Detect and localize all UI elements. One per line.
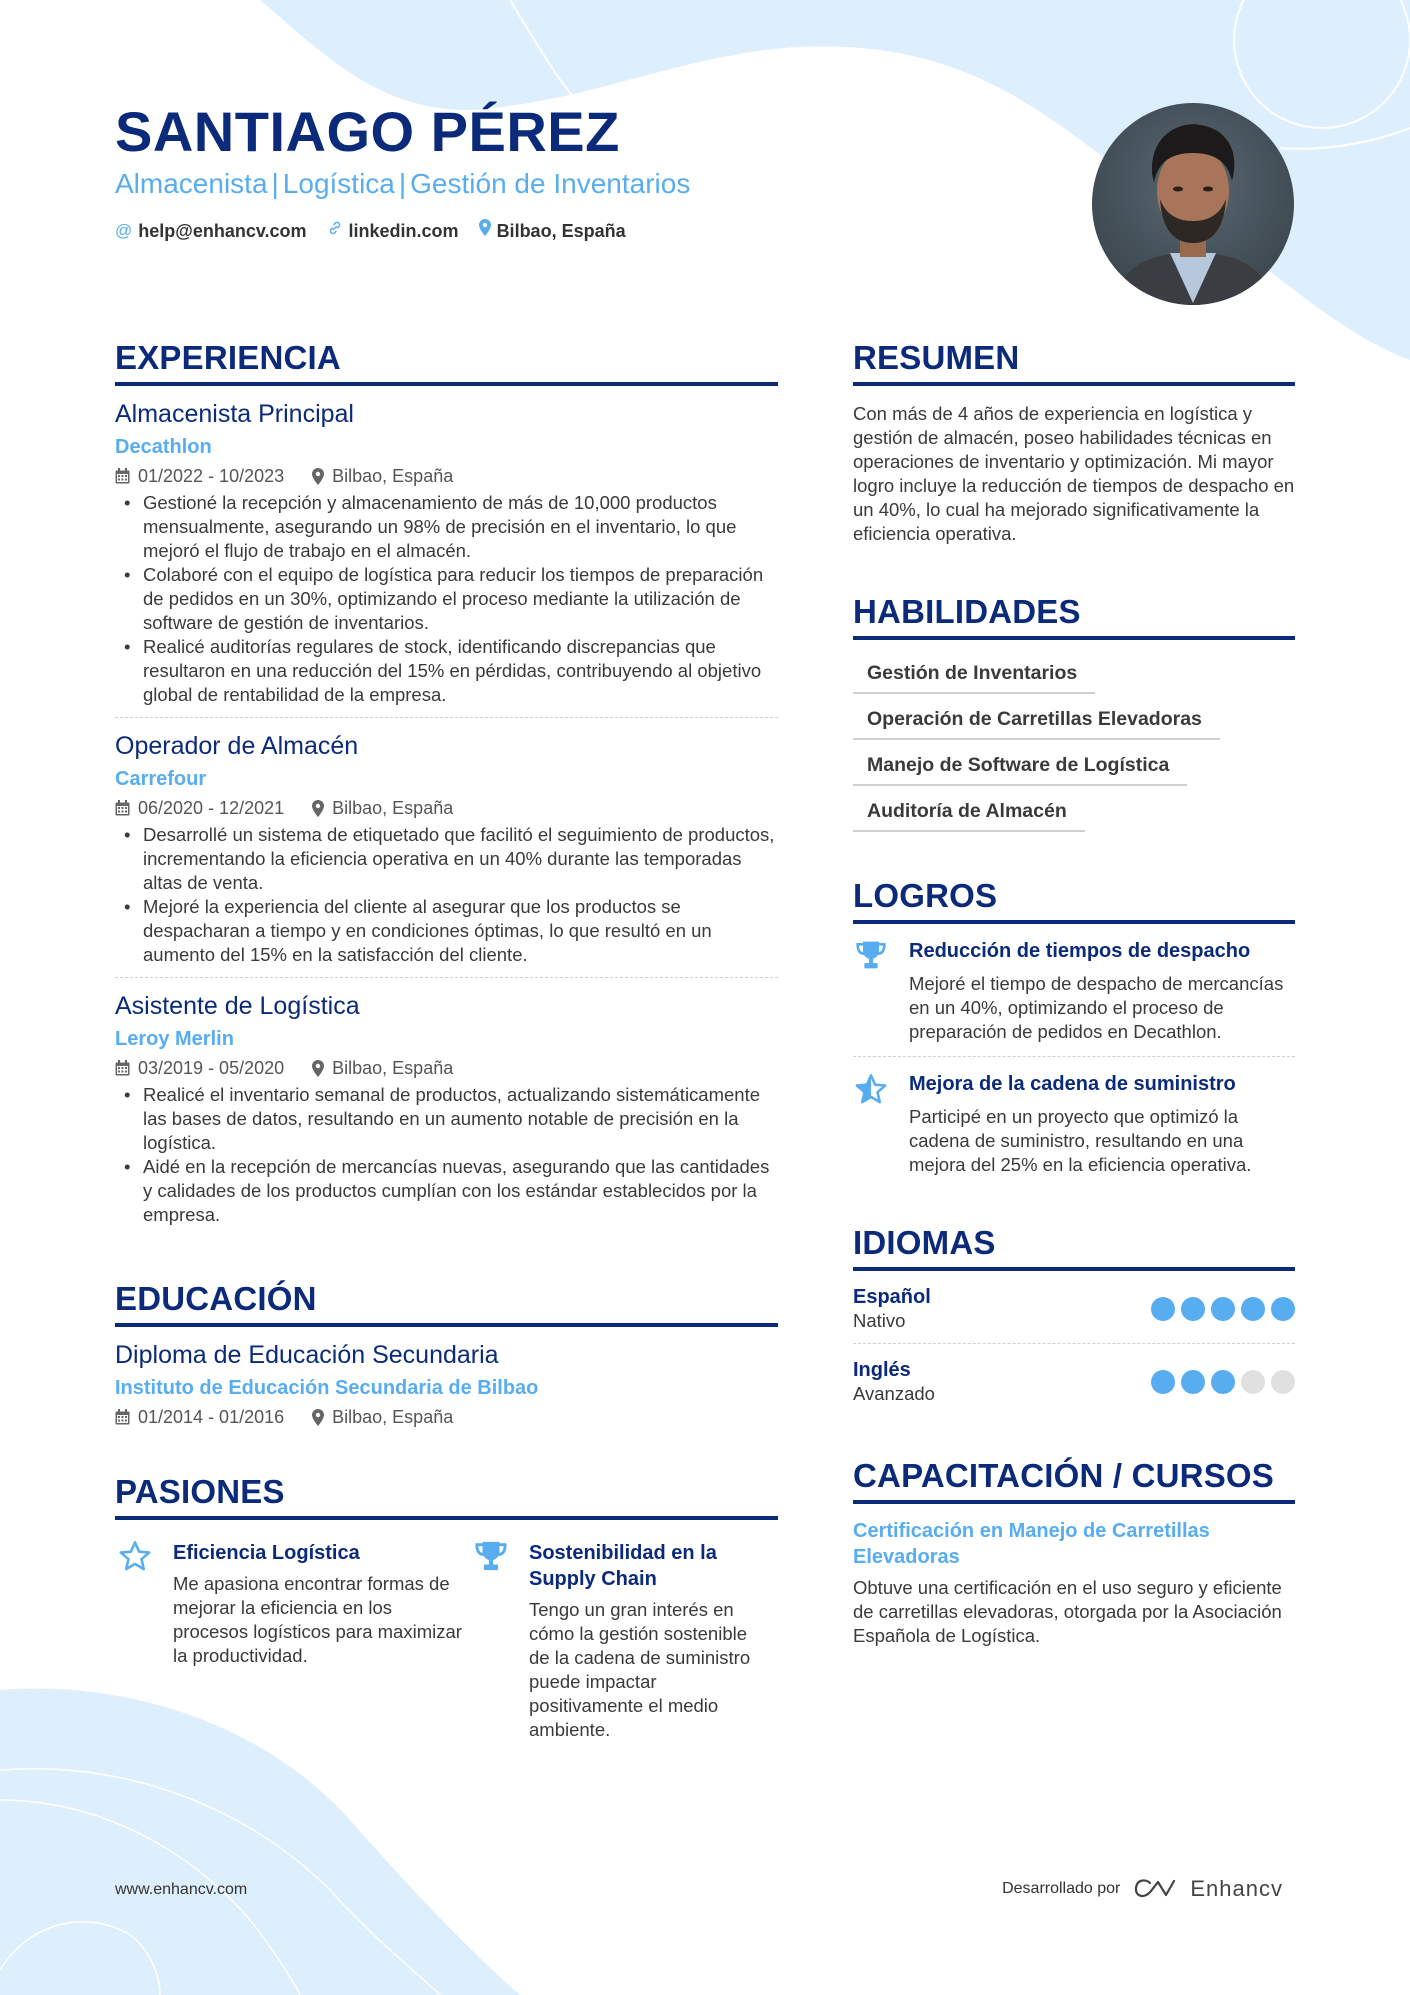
skill-tag: Auditoría de Almacén — [853, 790, 1085, 832]
calendar-icon — [115, 1060, 130, 1076]
passion-item — [115, 1536, 471, 1742]
bullet: • Colaboré con el equipo de logística para reducir los tiempos de preparación de pedidos en un 30%, optimizando el proceso mediante la utilización de software de gestión de inventarios. — [115, 563, 778, 635]
section-title-skills: HABILIDADES — [853, 592, 1295, 640]
left-column — [115, 338, 778, 1742]
location-pin-icon — [479, 218, 491, 244]
education-section — [115, 1279, 778, 1440]
rating-dot-empty — [1241, 1370, 1265, 1394]
bullet: • Realicé el inventario semanal de productos, actualizando sistemáticamente las bases de datos, resultando en un aumento notable de precisión en la logística. — [115, 1083, 778, 1155]
experience-section — [115, 338, 778, 1237]
contact-info — [115, 218, 626, 244]
star-outline-icon — [115, 1536, 155, 1742]
headline-separator: | — [271, 168, 279, 199]
profile-photo — [1092, 103, 1294, 305]
headline — [115, 166, 690, 202]
email-text: help@enhancv.com — [138, 221, 307, 241]
bullet: • Aidé en la recepción de mercancías nuevas, asegurando que las cantidades y calidades de los productos cumplían con los estándar establecidos por la empresa. — [115, 1155, 778, 1227]
headline-separator: | — [398, 168, 407, 199]
location-pin-icon — [312, 1409, 324, 1426]
job-entry — [115, 717, 778, 977]
job-bullets — [115, 823, 778, 967]
at-icon: @ — [115, 221, 133, 240]
language-rating — [1151, 1297, 1295, 1321]
job-location — [312, 1055, 453, 1081]
achievement-description: Mejoré el tiempo de despacho de mercancías en un 40%, optimizando el proceso de preparación de pedidos en Decathlon. — [909, 973, 1284, 1042]
summary-section — [853, 338, 1295, 546]
contact-linkedin[interactable] — [327, 218, 459, 244]
rating-dot-filled — [1211, 1370, 1235, 1394]
headline-role-1: Almacenista — [115, 168, 268, 199]
footer-website[interactable]: www.enhancv.com — [115, 1881, 248, 1898]
rating-dot-filled — [1211, 1297, 1235, 1321]
section-title-passions: PASIONES — [115, 1472, 778, 1520]
job-meta — [115, 795, 778, 821]
link-icon — [327, 218, 343, 244]
section-title-summary: RESUMEN — [853, 338, 1295, 386]
bullet: • Mejoré la experiencia del cliente al asegurar que los productos se despacharan a tiempo y en condiciones óptimas, lo que resultó en un aumento del 15% en la satisfacción del cliente. — [115, 895, 778, 967]
bullet: • Desarrollé un sistema de etiquetado que facilitó el seguimiento de productos, incrementando la eficiencia operativa en un 40% durante las temporadas altas de venta. — [115, 823, 778, 895]
location-text: Bilbao, España — [332, 1407, 454, 1427]
contact-location — [479, 218, 626, 244]
bullet: • Gestioné la recepción y almacenamiento de más de 10,000 productos mensualmente, asegurando un 98% de precisión en el inventario, lo que mejoró el flujo de trabajo en el almacén. — [115, 491, 778, 563]
job-location — [312, 795, 453, 821]
skill-tag: Manejo de Software de Logística — [853, 744, 1187, 786]
dates-text: 01/2022 - 10/2023 — [138, 466, 285, 486]
summary-text: Con más de 4 años de experiencia en logística y gestión de almacén, poseo habilidades técnicas en operaciones de inventario y optimización. Mi mayor logro incluye la reducción de tiempos de despacho en un 40%, lo cual ha mejorado significativamente la eficiencia operativa. — [853, 403, 1295, 544]
job-bullets — [115, 1083, 778, 1227]
location-pin-icon — [312, 1060, 324, 1077]
enhancv-brand: Enhancv — [1190, 1876, 1283, 1901]
course-title: Certificación en Manejo de Carretillas Elevadoras — [853, 1520, 1210, 1568]
passion-item — [471, 1536, 771, 1742]
achievement-description: Participé en un proyecto que optimizó la cadena de suministro, resultando en una mejora del 25% en la eficiencia operativa. — [909, 1106, 1252, 1175]
passion-description: Me apasiona encontrar formas de mejorar la eficiencia en los procesos logísticos para maximizar la productividad. — [173, 1573, 462, 1666]
job-title: Almacenista Principal — [115, 400, 354, 428]
dates-text: 06/2020 - 12/2021 — [138, 798, 285, 818]
skills-section — [853, 592, 1295, 832]
location-text: Bilbao, España — [332, 1058, 454, 1078]
course-description: Obtuve una certificación en el uso seguro y eficiente de carretillas elevadoras, otorgada por la Asociación Española de Logística. — [853, 1577, 1282, 1646]
languages-section — [853, 1223, 1295, 1416]
location-text: Bilbao, España — [496, 221, 626, 241]
rating-dot-filled — [1241, 1297, 1265, 1321]
passions-section — [115, 1472, 778, 1742]
passion-description: Tengo un gran interés en cómo la gestión sostenible de la cadena de suministro puede impactar positivamente el medio ambiente. — [529, 1599, 751, 1740]
job-location — [312, 463, 453, 489]
job-dates — [115, 1055, 284, 1081]
achievement-title: Reducción de tiempos de despacho — [909, 940, 1251, 962]
enhancv-logo-icon — [1132, 1877, 1178, 1901]
education-location — [312, 1404, 453, 1430]
section-title-languages: IDIOMAS — [853, 1223, 1295, 1271]
rating-dot-filled — [1181, 1370, 1205, 1394]
job-dates — [115, 463, 284, 489]
job-meta — [115, 1055, 778, 1081]
rating-dot-filled — [1181, 1297, 1205, 1321]
education-entry — [115, 1327, 778, 1440]
right-column — [853, 338, 1295, 1648]
job-title: Asistente de Logística — [115, 992, 360, 1020]
achievement-item — [853, 1056, 1295, 1189]
language-level: Nativo — [853, 1310, 906, 1331]
achievement-title: Mejora de la cadena de suministro — [909, 1073, 1236, 1095]
candidate-name: SANTIAGO PÉREZ — [115, 100, 620, 163]
education-meta — [115, 1404, 778, 1430]
company-name: Leroy Merlin — [115, 1028, 234, 1050]
job-bullets — [115, 491, 778, 707]
headline-role-3: Gestión de Inventarios — [410, 168, 691, 199]
bullet: • Realicé auditorías regulares de stock, identificando discrepancias que resultaron en una reducción del 15% en pérdidas, contribuyendo al objetivo global de rentabilidad de la empresa. — [115, 635, 778, 707]
job-dates — [115, 795, 284, 821]
headline-role-2: Logística — [282, 168, 395, 199]
job-entry — [115, 386, 778, 717]
dates-text: 01/2014 - 01/2016 — [138, 1407, 285, 1427]
language-rating — [1151, 1370, 1295, 1394]
dates-text: 03/2019 - 05/2020 — [138, 1058, 285, 1078]
location-pin-icon — [312, 800, 324, 817]
location-text: Bilbao, España — [332, 466, 454, 486]
job-entry — [115, 977, 778, 1237]
achievements-section — [853, 876, 1295, 1189]
passions-list — [115, 1536, 778, 1742]
trophy-icon — [471, 1536, 511, 1742]
rating-dot-filled — [1271, 1297, 1295, 1321]
language-item — [853, 1271, 1295, 1343]
language-name: Inglés — [853, 1359, 911, 1381]
degree-title: Diploma de Educación Secundaria — [115, 1341, 499, 1369]
passion-title: Eficiencia Logística — [173, 1542, 360, 1564]
section-title-experience: EXPERIENCIA — [115, 338, 778, 386]
achievement-item — [853, 924, 1295, 1056]
passion-title: Sostenibilidad en la Supply Chain — [529, 1542, 717, 1590]
location-pin-icon — [312, 468, 324, 485]
calendar-icon — [115, 468, 130, 484]
language-name: Español — [853, 1286, 931, 1308]
courses-section — [853, 1456, 1295, 1648]
language-level: Avanzado — [853, 1383, 935, 1404]
calendar-icon — [115, 800, 130, 816]
section-title-education: EDUCACIÓN — [115, 1279, 778, 1327]
company-name: Carrefour — [115, 768, 207, 790]
location-text: Bilbao, España — [332, 798, 454, 818]
school-name: Instituto de Educación Secundaria de Bilbao — [115, 1377, 539, 1399]
powered-by-text: Desarrollado por — [1002, 1880, 1121, 1897]
skill-tag: Gestión de Inventarios — [853, 652, 1095, 694]
job-title: Operador de Almacén — [115, 732, 359, 760]
trophy-icon — [853, 938, 889, 1044]
rating-dot-empty — [1271, 1370, 1295, 1394]
section-title-achievements: LOGROS — [853, 876, 1295, 924]
language-item — [853, 1343, 1295, 1416]
company-name: Decathlon — [115, 436, 212, 458]
linkedin-text: linkedin.com — [348, 221, 459, 241]
job-meta — [115, 463, 778, 489]
footer-branding — [1002, 1876, 1283, 1902]
education-dates — [115, 1404, 284, 1430]
skill-tag: Operación de Carretillas Elevadoras — [853, 698, 1220, 740]
rating-dot-filled — [1151, 1297, 1175, 1321]
skills-list — [853, 652, 1295, 832]
contact-email[interactable] — [115, 218, 307, 244]
star-half-icon — [853, 1071, 889, 1177]
section-title-courses: CAPACITACIÓN / CURSOS — [853, 1456, 1295, 1504]
rating-dot-filled — [1151, 1370, 1175, 1394]
calendar-icon — [115, 1409, 130, 1425]
